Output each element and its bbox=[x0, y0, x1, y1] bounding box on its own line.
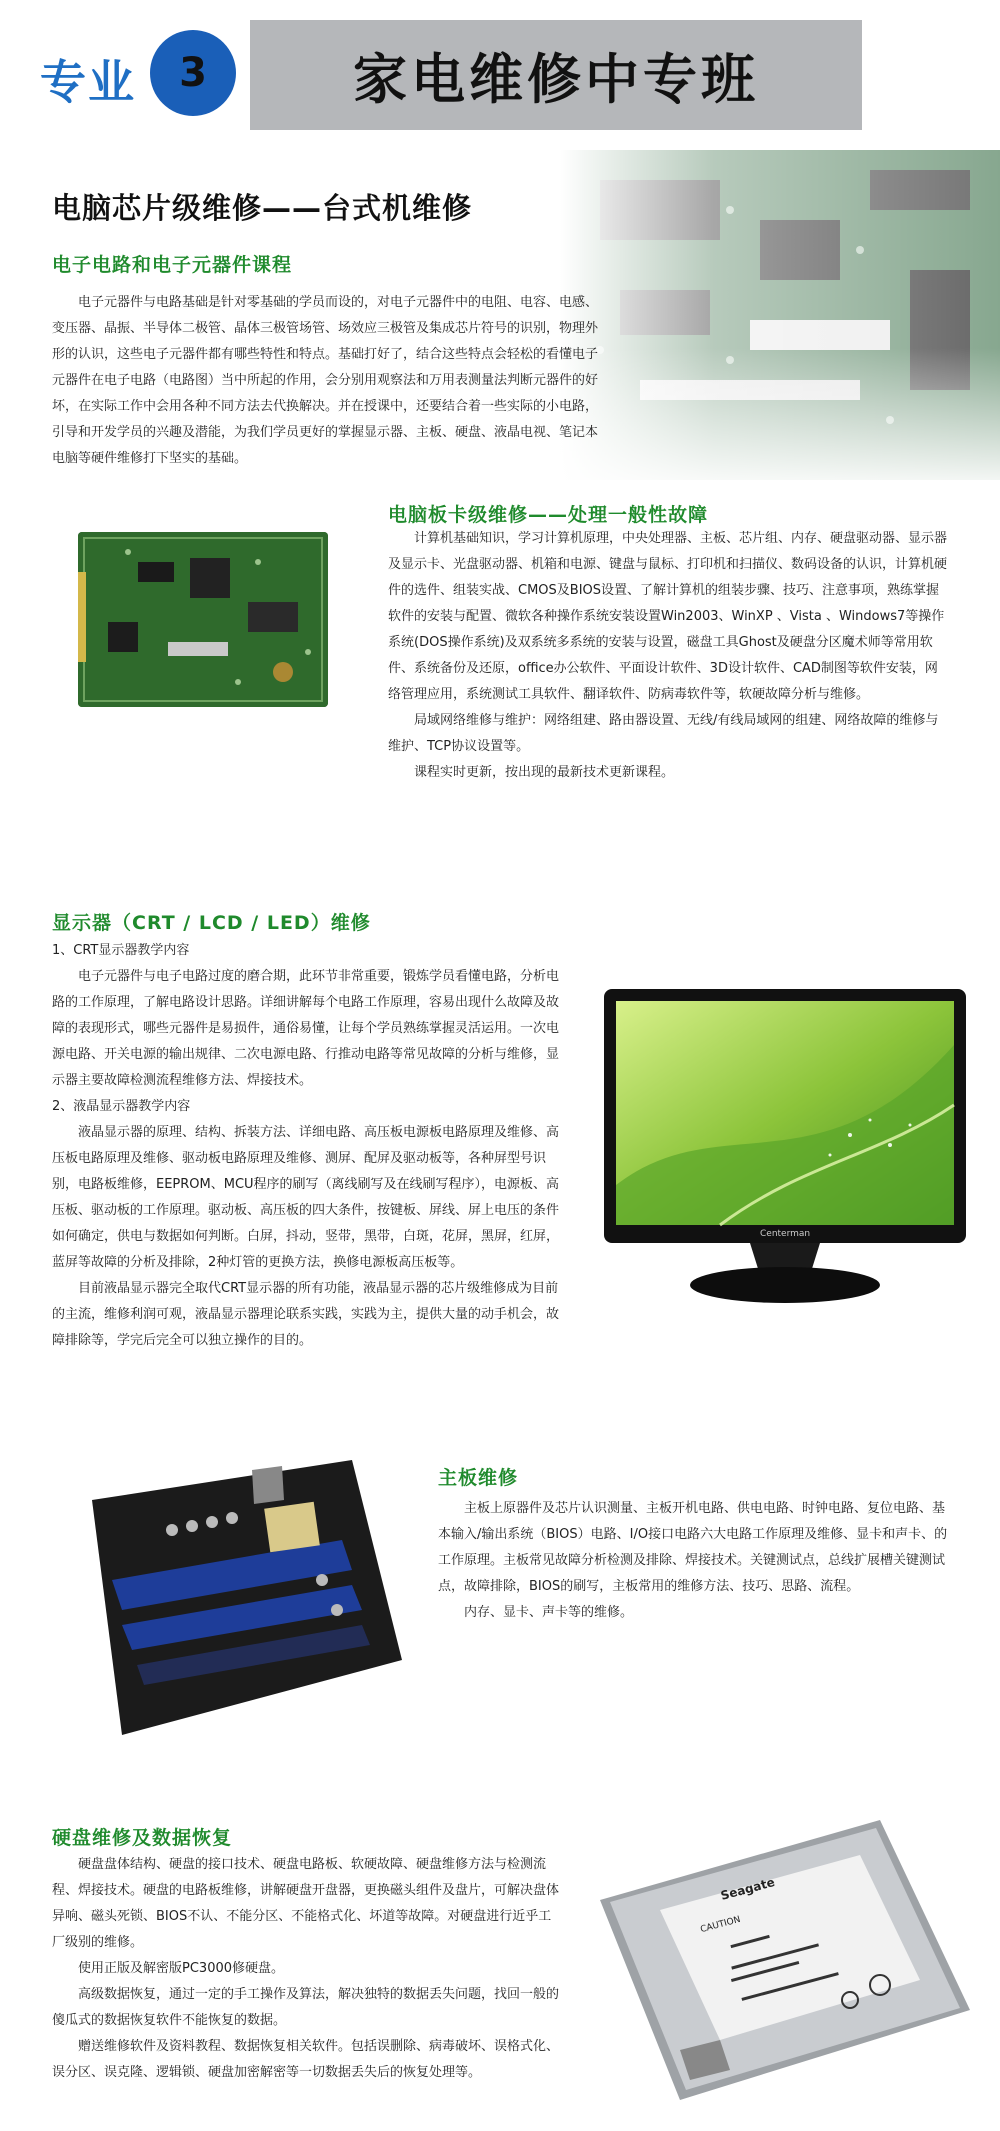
drive-brand: Seagate bbox=[719, 1875, 777, 1903]
drive-caution: CAUTION bbox=[699, 1914, 742, 1936]
number-badge: 3 bbox=[150, 30, 236, 116]
circuit-card-photo bbox=[78, 532, 328, 707]
section2-paragraph-3: 课程实时更新，按出现的最新技术更新课程。 bbox=[414, 765, 675, 780]
lcd-summary: 目前液晶显示器完全取代CRT显示器的所有功能，液晶显示器的芯片级维修成为目前的主流，维修利润可观，液晶显示器理论联系实践，实践为主，提供大量的动手机会，故障排除等，学完后完全可以独立操作的目的。 bbox=[52, 1281, 560, 1348]
title-bar bbox=[250, 20, 862, 130]
section3-title: 显示器（CRT / LCD / LED）维修 bbox=[52, 912, 371, 934]
page-title: 家电维修中专班 bbox=[353, 47, 759, 111]
section2-paragraph-1: 计算机基础知识，学习计算机原理，中央处理器、主板、芯片组、内存、硬盘驱动器、显示器及显示卡、光盘驱动器、机箱和电源、键盘与鼠标、打印机和扫描仪、数码设备的认识，计算机硬件的选件、组装实战、CMOS及BIOS设置、了解计算机的组装步骤、技巧、注意事项，熟练掌握软件的安装与配置、微软各种操作系统安装设置Win2003、WinXP 、Vista 、Windows7等操作系统(DOS操作系统)及双系统多系统的安装与设置，磁盘工具Ghost及硬盘分区魔术师等常用软件、系统备份及还原，office办公软件、平面设计软件、3D设计软件、CAD制图等软件安装，网络管理应用，系统测试工具软件、翻译软件、防病毒软件等，软硬故障分析与维修。 bbox=[388, 531, 948, 702]
section1-subtitle: 电子电路和电子元器件课程 bbox=[52, 254, 293, 276]
section4-title: 主板维修 bbox=[438, 1467, 519, 1489]
circuit-board-photo bbox=[560, 150, 1000, 480]
crt-heading: 1、CRT显示器教学内容 bbox=[52, 943, 190, 958]
section1-title: 电脑芯片级维修——台式机维修 bbox=[52, 191, 473, 225]
section1-body bbox=[52, 290, 600, 472]
section2-body bbox=[388, 526, 948, 786]
lcd-heading: 2、液晶显示器教学内容 bbox=[52, 1099, 191, 1114]
section5-body bbox=[52, 1852, 562, 2086]
lcd-text: 液晶显示器的原理、结构、拆装方法、详细电路、高压板电源板电路原理及维修、高压板电路原理及维修、驱动板电路原理及维修、测屏、配屏及驱动板等，各种屏型号识别，电路板维修，EEPROM、MCU程序的刷写（离线刷写及在线刷写程序），电源板、高压板、驱动板的工作原理。驱动板、高压板的四大条件，按键板、屏线、屏上电压的条件如何确定，供电与数据如何判断。白屏，抖动，竖带，黑带，白斑，花屏，黑屏，红屏，蓝屏等故障的分析及排除，2种灯管的更换方法，换修电源板高压板等。 bbox=[52, 1125, 560, 1270]
motherboard-photo bbox=[52, 1460, 402, 1735]
section4-body bbox=[438, 1496, 948, 1626]
section5-paragraph-3: 高级数据恢复，通过一定的手工操作及算法，解决独特的数据丢失问题，找回一般的傻瓜式的数据恢复软件不能恢复的数据。 bbox=[52, 1987, 560, 2028]
section2-paragraph-2: 局域网络维修与维护：网络组建、路由器设置、无线/有线局域网的组建、网络故障的维修与维护、TCP协议设置等。 bbox=[388, 713, 939, 754]
section4-paragraph-1: 主板上原器件及芯片认识测量、主板开机电路、供电电路、时钟电路、复位电路、基本输入/输出系统（BIOS）电路、I/O接口电路六大电路工作原理及维修、显卡和声卡、的工作原理。主板常见故障分析检测及排除、焊接技术。关键测试点，总线扩展槽关键测试点，故障排除，BIOS的刷写，主板常用的维修方法、技巧、思路、流程。 bbox=[438, 1501, 948, 1594]
section4-paragraph-2: 内存、显卡、声卡等的维修。 bbox=[464, 1605, 634, 1620]
section5-paragraph-1: 硬盘盘体结构、硬盘的接口技术、硬盘电路板、软硬故障、硬盘维修方法与检测流程、焊接技术。硬盘的电路板维修，讲解硬盘开盘器，更换磁头组件及盘片，可解决盘体异响、磁头死锁、BIOS不认、不能分区、不能格式化、坏道等故障。对硬盘进行近乎工厂级别的维修。 bbox=[52, 1857, 560, 1950]
section2-title: 电脑板卡级维修——处理一般性故障 bbox=[388, 504, 709, 526]
monitor-brand: Centerman bbox=[760, 1229, 811, 1239]
section5-title: 硬盘维修及数据恢复 bbox=[52, 1827, 233, 1849]
section5-paragraph-2: 使用正版及解密版PC3000修硬盘。 bbox=[78, 1961, 285, 1976]
section1-paragraph: 电子元器件与电路基础是针对零基础的学员而设的，对电子元器件中的电阻、电容、电感、变压器、晶振、半导体二极管、晶体三极管场管、场效应三极管及集成芯片符号的识别，物理外形的认识，这些电子元器件都有哪些特性和特点。基础打好了，结合这些特点会轻松的看懂电子元器件在电子电路（电路图）当中所起的作用，会分别用观察法和万用表测量法判断元器件的好坏，在实际工作中会用各种不同方法去代换解决。并在授课中，还要结合着一些实际的小电路，引导和开发学员的兴趣及潜能，为我们学员更好的掌握显示器、主板、硬盘、液晶电视、笔记本电脑等硬件维修打下坚实的基础。 bbox=[52, 295, 599, 466]
monitor-photo bbox=[600, 985, 970, 1325]
section5-paragraph-4: 赠送维修软件及资料教程、数据恢复相关软件。包括误删除、病毒破坏、误格式化、误分区、误克隆、逻辑锁、硬盘加密解密等一切数据丢失后的恢复处理等。 bbox=[52, 2039, 560, 2080]
section3-body bbox=[52, 938, 560, 1354]
header-tag: 专业 bbox=[40, 55, 136, 109]
hard-drive-photo bbox=[580, 1810, 980, 2110]
crt-text: 电子元器件与电子电路过度的磨合期，此环节非常重要，锻炼学员看懂电路，分析电路的工作原理，了解电路设计思路。详细讲解每个电路工作原理，容易出现什么故障及故障的表现形式，哪些元器件是易损件，通俗易懂，让每个学员熟练掌握灵活运用。一次电源电路、开关电源的输出规律、二次电源电路、行推动电路等常见故障的分析与维修，显示器主要故障检测流程维修方法、焊接技术。 bbox=[52, 969, 560, 1088]
